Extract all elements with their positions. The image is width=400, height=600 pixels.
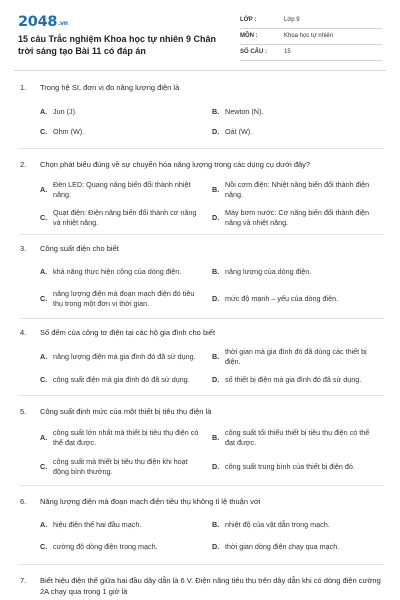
option-letter: A.: [40, 433, 48, 442]
option-text: số thiết bị điện mà gia đình đó đã sử dụng.: [225, 375, 362, 384]
meta-value: Lớp 9: [284, 17, 300, 23]
option-d[interactable]: [212, 122, 384, 142]
option-letter: A.: [40, 185, 48, 194]
option-letter: D.: [212, 294, 220, 303]
logo-suffix: .vn: [58, 20, 68, 27]
option-letter: B.: [212, 520, 220, 529]
question-stem: [20, 496, 384, 507]
option-text: công suất lớn nhất mà thiết bị tiêu thụ điện có thể đạt được.: [53, 428, 199, 447]
option-a[interactable]: [40, 514, 212, 536]
question-number: 5.: [20, 407, 27, 416]
question-stem: [20, 327, 384, 338]
option-a[interactable]: [40, 176, 212, 204]
meta-label: MÔN :: [240, 33, 258, 39]
option-letter: B.: [212, 352, 220, 361]
question-text: Năng lượng điện mà đoạn mạch điện tiêu thụ không tỉ lệ thuận với: [40, 497, 261, 506]
option-b[interactable]: [212, 343, 384, 371]
option-d[interactable]: [212, 284, 384, 314]
question-text: Công suất định mức của một thiết bị tiêu thụ điện là: [40, 407, 212, 416]
question-number: 2.: [20, 160, 27, 169]
question-number: 7.: [20, 576, 27, 585]
option-d[interactable]: [212, 453, 384, 481]
option-letter: C.: [40, 127, 48, 136]
option-text: hiệu điện thế hai đầu mạch.: [53, 520, 142, 529]
option-d[interactable]: [212, 204, 384, 232]
option-b[interactable]: [212, 260, 384, 284]
document-meta: [240, 14, 382, 62]
option-text: Ohm (W).: [53, 127, 85, 136]
option-letter: C.: [40, 213, 48, 222]
option-letter: C.: [40, 462, 48, 471]
question-2: [20, 149, 384, 235]
option-c[interactable]: [40, 204, 212, 232]
question-stem: [20, 406, 384, 417]
option-letter: B.: [212, 433, 220, 442]
meta-value: Khoa học tự nhiên: [284, 33, 334, 39]
option-a[interactable]: [40, 423, 212, 453]
option-letter: D.: [212, 375, 220, 384]
option-b[interactable]: [212, 176, 384, 204]
option-letter: B.: [212, 267, 220, 276]
option-text: khả năng thực hiện công của dòng điện.: [53, 267, 182, 276]
option-letter: D.: [212, 462, 220, 471]
meta-row-subject: [240, 30, 382, 45]
option-letter: C.: [40, 542, 48, 551]
option-b[interactable]: [212, 102, 384, 122]
option-letter: A.: [40, 520, 48, 529]
option-d[interactable]: [212, 536, 384, 558]
question-text: Công suất điện cho biết: [40, 244, 119, 253]
option-text: Oát (W).: [225, 127, 253, 136]
option-text: mức độ mạnh – yếu của dòng điện.: [225, 294, 339, 303]
option-text: thời gian mà gia đình đó đã dùng các thiết bị điện.: [225, 347, 367, 366]
option-c[interactable]: [40, 284, 212, 314]
option-c[interactable]: [40, 371, 212, 389]
meta-label: SỐ CÂU :: [240, 49, 267, 55]
option-letter: B.: [212, 185, 220, 194]
option-text: Quạt điện: Điện năng biến đổi thành cơ năng và nhiệt năng.: [53, 208, 197, 227]
question-text: Chọn phát biểu đúng về sự chuyển hóa năng lượng trong các dụng cụ dưới đây?: [40, 160, 311, 169]
option-a[interactable]: [40, 102, 212, 122]
header-divider: [14, 70, 386, 71]
question-text: Biết hiệu điện thế giữa hai đầu dây dẫn là 6 V. Điện năng tiêu thụ trên dây dẫn khi có dòng điện cường 2A chạy qua trong 1 giờ là: [40, 576, 381, 596]
option-a[interactable]: [40, 260, 212, 284]
meta-label: LỚP :: [240, 17, 257, 23]
option-c[interactable]: [40, 536, 212, 558]
option-c[interactable]: [40, 453, 212, 481]
option-letter: D.: [212, 542, 220, 551]
question-1: [20, 76, 384, 149]
option-text: công suất mà thiết bị tiêu thụ điện khi hoạt động bình thường.: [53, 457, 188, 476]
meta-value: 15: [284, 49, 291, 55]
question-list: [0, 76, 400, 597]
option-b[interactable]: [212, 423, 384, 453]
option-text: cường độ dòng điện trong mạch.: [53, 542, 158, 551]
question-stem: [20, 159, 384, 170]
option-text: Newton (N).: [225, 107, 264, 116]
option-text: năng lượng điện mà đoạn mạch điện đó tiêu thụ trong một đơn vị thời gian.: [53, 289, 195, 308]
option-d[interactable]: [212, 371, 384, 389]
option-text: năng lượng của dòng điện.: [225, 267, 312, 276]
option-text: Jun (J).: [53, 107, 77, 116]
question-number: 3.: [20, 244, 27, 253]
option-text: công suất tối thiểu thiết bị tiêu thụ điện có thể đạt được.: [225, 428, 370, 447]
logo-text: 2048: [18, 14, 58, 30]
option-text: Nồi cơm điện: Nhiệt năng biến đổi thành điện năng.: [225, 180, 370, 199]
option-letter: A.: [40, 352, 48, 361]
option-b[interactable]: [212, 514, 384, 536]
option-text: công suất điện mà gia đình đó đã sử dụng.: [53, 375, 190, 384]
option-text: thời gian dòng điện chạy qua mạch.: [225, 542, 340, 551]
option-a[interactable]: [40, 343, 212, 371]
option-letter: C.: [40, 294, 48, 303]
question-number: 6.: [20, 497, 27, 506]
option-letter: A.: [40, 107, 48, 116]
option-text: Đèn LED: Quang năng biến đổi thành nhiệt năng.: [53, 180, 191, 199]
question-4: [20, 319, 384, 396]
option-letter: A.: [40, 267, 48, 276]
document-header: [0, 0, 400, 66]
document-title: 15 câu Trắc nghiệm Khoa học tự nhiên 9 Chân trời sáng tạo Bài 11 có đáp án: [18, 34, 217, 56]
question-6: [20, 486, 384, 565]
option-text: công suất trung bình của thiết bị điện đó.: [225, 462, 355, 471]
question-text: Trong hệ SI, đơn vị đo năng lượng điện là: [40, 83, 180, 92]
option-c[interactable]: [40, 122, 212, 142]
option-letter: B.: [212, 107, 220, 116]
option-letter: D.: [212, 213, 220, 222]
question-3: [20, 235, 384, 319]
option-text: Máy bơm nước: Cơ năng biến đổi thành điện năng và nhiệt năng.: [225, 208, 370, 227]
option-letter: D.: [212, 127, 220, 136]
question-text: Số đếm của công tơ điện tại các hộ gia đình cho biết: [40, 328, 216, 337]
question-7: [20, 565, 384, 597]
meta-row-class: [240, 14, 382, 29]
option-text: năng lượng điện mà gia đình đó đã sử dụng.: [53, 352, 196, 361]
option-text: nhiệt độ của vật dẫn trong mạch.: [225, 520, 330, 529]
question-5: [20, 396, 384, 486]
question-number: 4.: [20, 328, 27, 337]
question-stem: [20, 575, 384, 597]
meta-row-count: [240, 46, 382, 61]
question-stem: [20, 243, 384, 254]
question-stem: [20, 82, 384, 93]
site-logo[interactable]: [18, 14, 68, 30]
option-letter: C.: [40, 375, 48, 384]
question-number: 1.: [20, 83, 27, 92]
